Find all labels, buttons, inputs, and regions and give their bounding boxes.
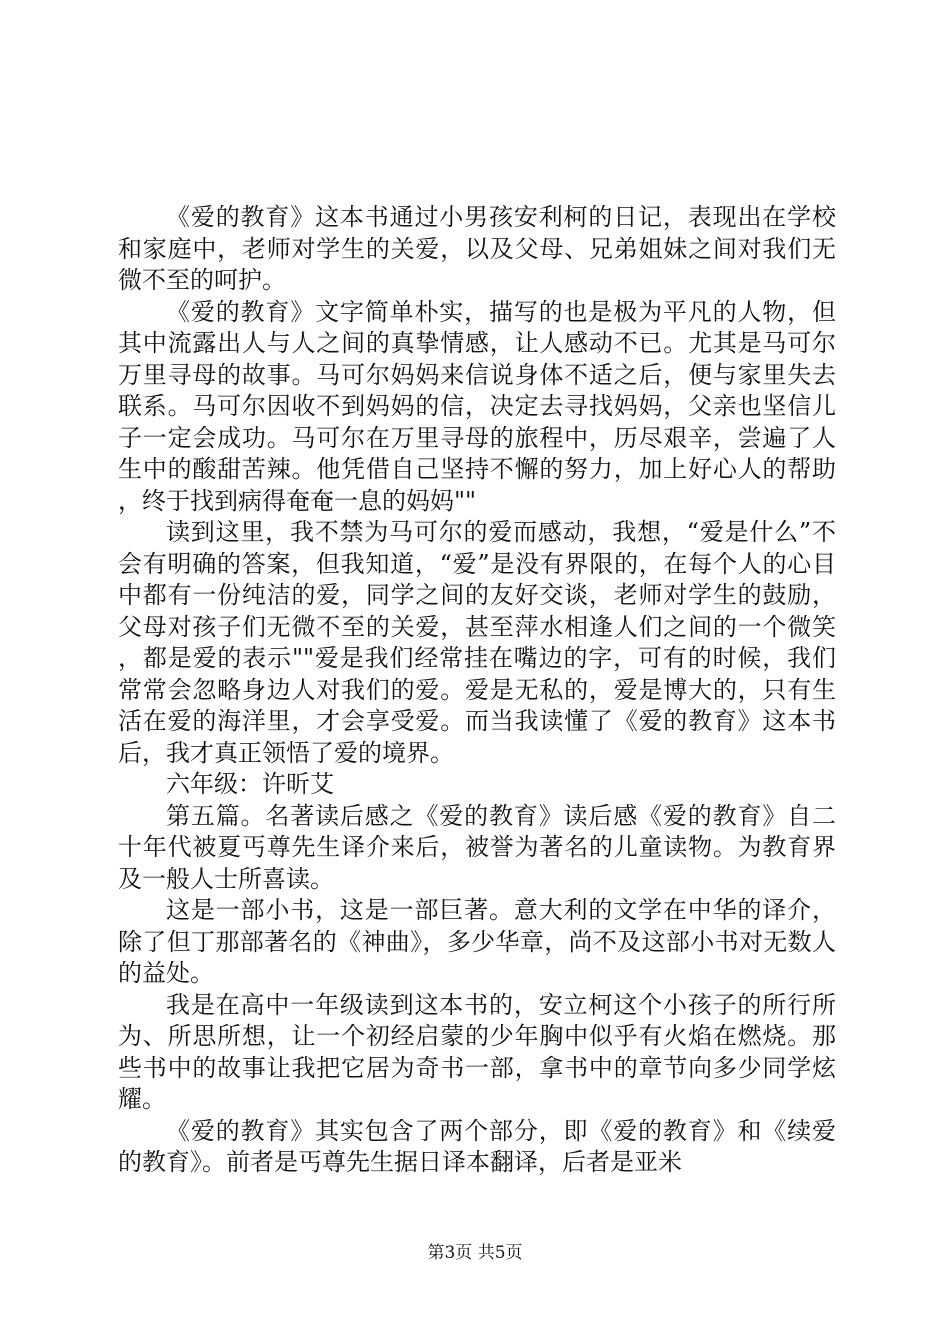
paragraph-5: 第五篇。名著读后感之《爱的教育》读后感《爱的教育》自二十年代被夏丐尊先生译介来后，被誉为著名的儿童读物。为教育界及一般人士所喜读。 — [118, 801, 836, 893]
page-footer — [0, 1242, 950, 1264]
article-body — [118, 202, 836, 1179]
page-number: 第3页 — [427, 1243, 473, 1263]
paragraph-6: 这是一部小书，这是一部巨著。意大利的文学在中华的译介，除了但丁那部著名的《神曲》，多少华章，尚不及这部小书对无数人的益处。 — [118, 896, 836, 987]
paragraph-1: 《爱的教育》这本书通过小男孩安利柯的日记，表现出在学校和家庭中，老师对学生的关爱，以及父母、兄弟姐妹之间对我们无微不至的呵护。 — [118, 203, 836, 294]
author-line: 六年级：许昕艾 — [166, 770, 334, 798]
page-total: 共5页 — [477, 1243, 523, 1263]
paragraph-3: 读到这里，我不禁为马可尔的爱而感动，我想，“爱是什么”不会有明确的答案，但我知道，“爱”是没有界限的，在每个人的心目中都有一份纯洁的爱，同学之间的友好交谈，老师对学生的鼓励，父母对孩子们无微不至的关爱，甚至萍水相逢人们之间的一个微笑，都是爱的表示""爱是我们经常挂在嘴边的字，可有的时候，我们常常会忽略身边人对我们的爱。爱是无私的，爱是博大的，只有生活在爱的海洋里，才会享受爱。而当我读懂了《爱的教育》这本书后，我才真正领悟了爱的境界。 — [118, 518, 836, 767]
paragraph-8: 《爱的教育》其实包含了两个部分，即《爱的教育》和《续爱的教育》。前者是丐尊先生据日译本翻译，后者是亚米 — [118, 1116, 836, 1176]
paragraph-7: 我是在高中一年级读到这本书的，安立柯这个小孩子的所行所为、所思所想，让一个初经启蒙的少年胸中似乎有火焰在燃烧。那些书中的故事让我把它居为奇书一部，拿书中的章节向多少同学炫耀。 — [118, 990, 836, 1113]
paragraph-2: 《爱的教育》文字简单朴实，描写的也是极为平凡的人物，但其中流露出人与人之间的真挚情感，让人感动不已。尤其是马可尔万里寻母的故事。马可尔妈妈来信说身体不适之后，便与家里失去联系。马可尔因收不到妈妈的信，决定去寻找妈妈，父亲也坚信儿子一定会成功。马可尔在万里寻母的旅程中，历尽艰辛，尝遍了人生中的酸甜苦辣。他凭借自己坚持不懈的努力，加上好心人的帮助，终于找到病得奄奄一息的妈妈"" — [118, 297, 836, 515]
